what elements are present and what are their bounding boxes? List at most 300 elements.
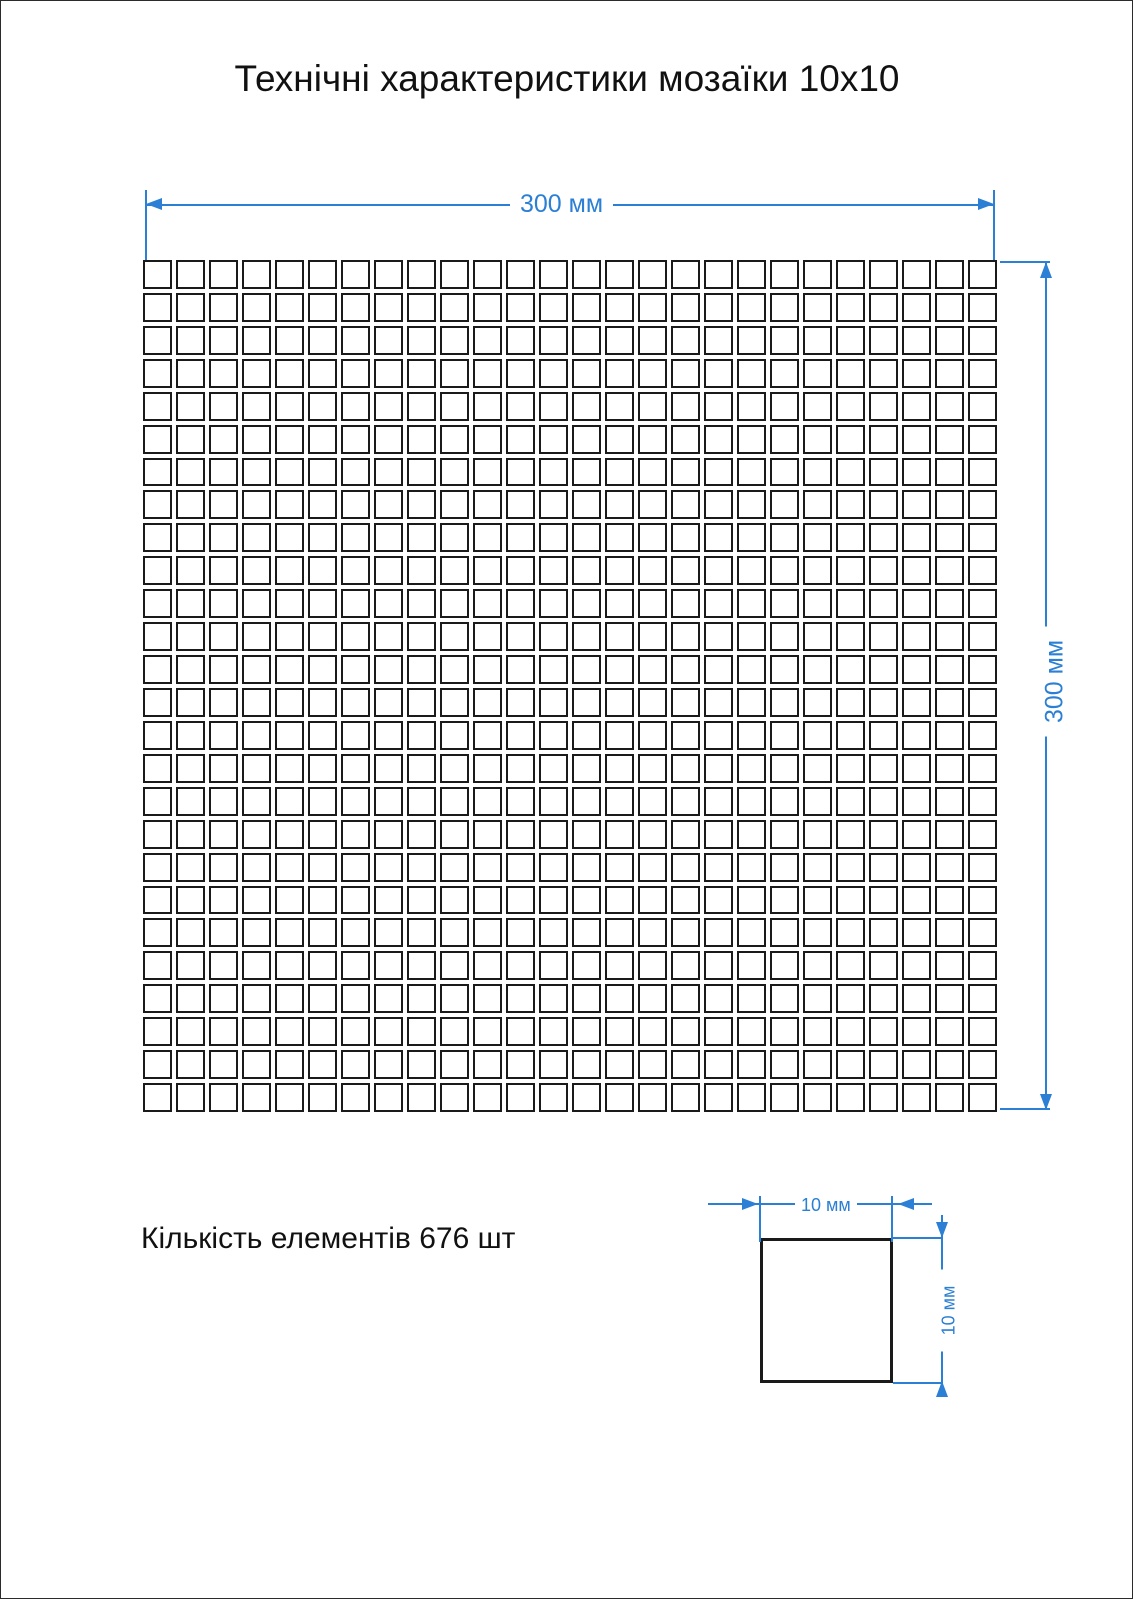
mosaic-tile xyxy=(869,918,898,947)
tile-extension-top xyxy=(893,1237,943,1239)
mosaic-tile xyxy=(803,458,832,487)
mosaic-tile xyxy=(242,754,271,783)
mosaic-tile xyxy=(770,1050,799,1079)
mosaic-tile xyxy=(902,622,931,651)
mosaic-tile xyxy=(506,853,535,882)
mosaic-tile xyxy=(704,951,733,980)
mosaic-tile xyxy=(143,984,172,1013)
mosaic-tile xyxy=(968,984,997,1013)
mosaic-tile xyxy=(638,984,667,1013)
mosaic-tile xyxy=(473,820,502,849)
mosaic-tile xyxy=(737,820,766,849)
mosaic-tile xyxy=(572,820,601,849)
mosaic-tile xyxy=(803,260,832,289)
mosaic-tile xyxy=(869,556,898,585)
mosaic-tile xyxy=(143,787,172,816)
arrow-right-icon xyxy=(978,198,994,210)
mosaic-tile xyxy=(605,392,634,421)
mosaic-tile xyxy=(770,754,799,783)
mosaic-tile xyxy=(374,754,403,783)
mosaic-tile xyxy=(737,655,766,684)
mosaic-tile xyxy=(341,984,370,1013)
mosaic-tile xyxy=(704,984,733,1013)
mosaic-tile xyxy=(209,392,238,421)
mosaic-tile xyxy=(440,721,469,750)
mosaic-tile xyxy=(902,984,931,1013)
mosaic-tile xyxy=(803,556,832,585)
mosaic-tile xyxy=(770,458,799,487)
mosaic-tile xyxy=(407,886,436,915)
mosaic-tile xyxy=(374,886,403,915)
mosaic-tile xyxy=(407,293,436,322)
mosaic-tile xyxy=(935,458,964,487)
mosaic-tile xyxy=(374,1050,403,1079)
mosaic-tile xyxy=(935,260,964,289)
mosaic-tile xyxy=(407,787,436,816)
mosaic-tile xyxy=(539,622,568,651)
mosaic-tile xyxy=(671,787,700,816)
mosaic-tile xyxy=(506,984,535,1013)
mosaic-tile xyxy=(506,688,535,717)
mosaic-tile xyxy=(143,886,172,915)
mosaic-tile xyxy=(143,918,172,947)
mosaic-tile xyxy=(935,951,964,980)
mosaic-tile xyxy=(539,458,568,487)
mosaic-tile xyxy=(968,523,997,552)
tile-arrow-left-icon xyxy=(898,1198,914,1210)
mosaic-tile xyxy=(869,458,898,487)
mosaic-tile xyxy=(374,458,403,487)
mosaic-tile xyxy=(836,490,865,519)
mosaic-tile xyxy=(737,918,766,947)
mosaic-tile xyxy=(143,359,172,388)
mosaic-tile xyxy=(968,359,997,388)
mosaic-tile xyxy=(308,260,337,289)
mosaic-tile xyxy=(770,688,799,717)
mosaic-tile xyxy=(275,523,304,552)
mosaic-tile xyxy=(242,721,271,750)
mosaic-tile xyxy=(737,853,766,882)
mosaic-tile xyxy=(836,556,865,585)
mosaic-tile xyxy=(638,359,667,388)
mosaic-tile xyxy=(638,1050,667,1079)
mosaic-tile xyxy=(803,820,832,849)
mosaic-tile xyxy=(935,1083,964,1112)
mosaic-tile xyxy=(572,392,601,421)
mosaic-tile xyxy=(869,787,898,816)
mosaic-tile xyxy=(704,523,733,552)
mosaic-tile xyxy=(242,688,271,717)
mosaic-tile xyxy=(176,359,205,388)
mosaic-tile xyxy=(869,260,898,289)
mosaic-tile xyxy=(737,326,766,355)
mosaic-tile xyxy=(506,622,535,651)
mosaic-tile xyxy=(407,326,436,355)
mosaic-tile xyxy=(275,853,304,882)
mosaic-tile xyxy=(275,820,304,849)
mosaic-tile xyxy=(242,1017,271,1046)
mosaic-tile xyxy=(341,721,370,750)
mosaic-tile xyxy=(968,820,997,849)
mosaic-tile xyxy=(638,1017,667,1046)
mosaic-tile xyxy=(935,787,964,816)
mosaic-tile xyxy=(341,951,370,980)
mosaic-tile xyxy=(143,754,172,783)
mosaic-tile xyxy=(473,721,502,750)
mosaic-tile xyxy=(506,425,535,454)
mosaic-tile xyxy=(539,260,568,289)
tile-arrow-down-icon xyxy=(936,1222,948,1238)
mosaic-tile xyxy=(572,425,601,454)
mosaic-tile xyxy=(275,556,304,585)
mosaic-tile xyxy=(671,820,700,849)
mosaic-tile xyxy=(935,820,964,849)
mosaic-tile xyxy=(143,1017,172,1046)
mosaic-tile xyxy=(869,326,898,355)
mosaic-tile xyxy=(275,589,304,618)
mosaic-tile xyxy=(770,787,799,816)
mosaic-tile xyxy=(902,1017,931,1046)
mosaic-tile xyxy=(968,1050,997,1079)
mosaic-tile xyxy=(638,688,667,717)
mosaic-tile xyxy=(242,820,271,849)
mosaic-tile xyxy=(407,359,436,388)
page-title: Технічні характеристики мозаїки 10x10 xyxy=(234,58,900,99)
mosaic-tile xyxy=(803,688,832,717)
mosaic-tile xyxy=(209,1017,238,1046)
extension-line-right xyxy=(993,190,995,262)
mosaic-tile xyxy=(902,293,931,322)
mosaic-tile xyxy=(143,425,172,454)
mosaic-tile xyxy=(242,1050,271,1079)
mosaic-tile xyxy=(374,721,403,750)
mosaic-tile xyxy=(209,490,238,519)
mosaic-tile xyxy=(671,853,700,882)
mosaic-tile xyxy=(506,1017,535,1046)
mosaic-tile xyxy=(275,1017,304,1046)
mosaic-tile xyxy=(671,918,700,947)
mosaic-tile xyxy=(605,622,634,651)
mosaic-tile xyxy=(968,853,997,882)
mosaic-tile xyxy=(473,787,502,816)
mosaic-tile xyxy=(374,392,403,421)
mosaic-tile xyxy=(605,1017,634,1046)
mosaic-tile xyxy=(704,458,733,487)
mosaic-tile xyxy=(407,688,436,717)
mosaic-tile xyxy=(605,754,634,783)
mosaic-tile xyxy=(935,886,964,915)
mosaic-tile xyxy=(176,622,205,651)
mosaic-tile xyxy=(704,853,733,882)
mosaic-tile xyxy=(836,688,865,717)
mosaic-tile xyxy=(374,359,403,388)
mosaic-tile xyxy=(143,655,172,684)
mosaic-tile xyxy=(440,787,469,816)
mosaic-tile xyxy=(473,1083,502,1112)
mosaic-tile xyxy=(770,392,799,421)
mosaic-tile xyxy=(638,293,667,322)
mosaic-tile xyxy=(770,721,799,750)
mosaic-tile xyxy=(605,1083,634,1112)
mosaic-tile xyxy=(968,721,997,750)
mosaic-tile xyxy=(308,1083,337,1112)
mosaic-tile xyxy=(242,523,271,552)
mosaic-tile xyxy=(638,655,667,684)
mosaic-tile xyxy=(473,655,502,684)
mosaic-tile xyxy=(308,721,337,750)
mosaic-tile xyxy=(374,425,403,454)
mosaic-tile xyxy=(572,754,601,783)
mosaic-tile xyxy=(704,886,733,915)
mosaic-tile xyxy=(770,490,799,519)
mosaic-tile xyxy=(209,622,238,651)
mosaic-tile xyxy=(869,754,898,783)
element-count-caption: Кількість елементів 676 шт xyxy=(141,1222,516,1255)
mosaic-tile xyxy=(407,556,436,585)
mosaic-tile xyxy=(506,359,535,388)
mosaic-tile xyxy=(968,490,997,519)
mosaic-tile xyxy=(737,523,766,552)
mosaic-tile xyxy=(935,853,964,882)
mosaic-tile xyxy=(407,392,436,421)
mosaic-tile xyxy=(308,853,337,882)
mosaic-tile xyxy=(341,886,370,915)
mosaic-tile xyxy=(374,853,403,882)
mosaic-tile xyxy=(770,984,799,1013)
mosaic-tile xyxy=(869,721,898,750)
mosaic-tile xyxy=(671,655,700,684)
mosaic-tile xyxy=(803,655,832,684)
height-dimension-label: 300 мм xyxy=(1041,627,1070,737)
mosaic-tile xyxy=(605,984,634,1013)
mosaic-tile xyxy=(935,984,964,1013)
mosaic-tile xyxy=(506,458,535,487)
mosaic-tile xyxy=(242,622,271,651)
mosaic-tile xyxy=(341,918,370,947)
mosaic-tile xyxy=(176,688,205,717)
mosaic-tile xyxy=(506,886,535,915)
mosaic-tile xyxy=(176,392,205,421)
mosaic-tile xyxy=(704,655,733,684)
mosaic-tile xyxy=(440,589,469,618)
mosaic-tile xyxy=(704,622,733,651)
mosaic-tile xyxy=(407,984,436,1013)
mosaic-tile xyxy=(605,589,634,618)
mosaic-tile xyxy=(968,260,997,289)
mosaic-tile xyxy=(704,754,733,783)
mosaic-tile xyxy=(737,392,766,421)
mosaic-tile xyxy=(308,359,337,388)
mosaic-tile xyxy=(539,853,568,882)
mosaic-tile xyxy=(935,523,964,552)
mosaic-tile xyxy=(440,556,469,585)
mosaic-tile xyxy=(341,853,370,882)
mosaic-tile xyxy=(176,425,205,454)
mosaic-tile xyxy=(407,951,436,980)
mosaic-tile xyxy=(704,1017,733,1046)
mosaic-tile xyxy=(704,293,733,322)
mosaic-tile xyxy=(539,721,568,750)
mosaic-tile xyxy=(638,918,667,947)
mosaic-tile xyxy=(440,359,469,388)
mosaic-tile xyxy=(440,458,469,487)
mosaic-tile xyxy=(671,886,700,915)
mosaic-tile xyxy=(572,326,601,355)
mosaic-tile xyxy=(704,326,733,355)
mosaic-tile xyxy=(968,787,997,816)
mosaic-tile xyxy=(704,260,733,289)
mosaic-tile xyxy=(737,1083,766,1112)
mosaic-tile xyxy=(638,458,667,487)
mosaic-tile xyxy=(440,425,469,454)
mosaic-tile xyxy=(209,1050,238,1079)
mosaic-tile xyxy=(869,523,898,552)
mosaic-tile xyxy=(308,392,337,421)
mosaic-tile xyxy=(440,392,469,421)
mosaic-tile xyxy=(737,260,766,289)
mosaic-tile xyxy=(902,359,931,388)
mosaic-tile xyxy=(407,1050,436,1079)
mosaic-tile xyxy=(539,688,568,717)
mosaic-tile xyxy=(638,787,667,816)
mosaic-tile xyxy=(572,293,601,322)
mosaic-tile xyxy=(176,754,205,783)
mosaic-tile xyxy=(770,359,799,388)
mosaic-tile xyxy=(275,1083,304,1112)
mosaic-tile xyxy=(473,622,502,651)
mosaic-tile xyxy=(836,260,865,289)
mosaic-tile xyxy=(869,622,898,651)
mosaic-tile xyxy=(902,951,931,980)
mosaic-tile xyxy=(143,622,172,651)
mosaic-tile xyxy=(539,754,568,783)
mosaic-tile xyxy=(902,721,931,750)
mosaic-tile xyxy=(506,392,535,421)
mosaic-tile xyxy=(374,556,403,585)
mosaic-tile xyxy=(968,293,997,322)
mosaic-tile xyxy=(242,951,271,980)
mosaic-tile xyxy=(440,293,469,322)
mosaic-tile xyxy=(308,589,337,618)
mosaic-tile xyxy=(209,787,238,816)
mosaic-tile xyxy=(572,490,601,519)
mosaic-tile xyxy=(374,260,403,289)
mosaic-tile xyxy=(506,1083,535,1112)
mosaic-tile xyxy=(242,1083,271,1112)
mosaic-tile xyxy=(902,820,931,849)
mosaic-tile xyxy=(803,918,832,947)
mosaic-tile xyxy=(539,984,568,1013)
mosaic-tile xyxy=(275,622,304,651)
mosaic-tile xyxy=(341,655,370,684)
mosaic-tile xyxy=(275,260,304,289)
mosaic-tile xyxy=(440,820,469,849)
mosaic-tile xyxy=(242,260,271,289)
mosaic-tile xyxy=(176,951,205,980)
mosaic-tile xyxy=(671,392,700,421)
mosaic-tile xyxy=(803,984,832,1013)
mosaic-tile xyxy=(671,1083,700,1112)
mosaic-tile xyxy=(869,1017,898,1046)
mosaic-tile xyxy=(143,523,172,552)
mosaic-tile xyxy=(902,458,931,487)
mosaic-tile xyxy=(374,984,403,1013)
mosaic-tile xyxy=(572,886,601,915)
mosaic-tile xyxy=(407,490,436,519)
mosaic-tile xyxy=(935,754,964,783)
mosaic-tile xyxy=(704,556,733,585)
mosaic-tile xyxy=(704,589,733,618)
mosaic-tile xyxy=(671,688,700,717)
mosaic-tile xyxy=(737,688,766,717)
mosaic-tile xyxy=(539,490,568,519)
mosaic-tile xyxy=(803,1017,832,1046)
mosaic-tile xyxy=(407,918,436,947)
mosaic-tile xyxy=(737,490,766,519)
mosaic-tile xyxy=(671,622,700,651)
mosaic-tile xyxy=(209,293,238,322)
mosaic-tile xyxy=(440,951,469,980)
mosaic-tile xyxy=(572,359,601,388)
mosaic-tile xyxy=(143,951,172,980)
detail-tile xyxy=(760,1238,893,1383)
mosaic-tile xyxy=(341,1050,370,1079)
mosaic-tile xyxy=(341,458,370,487)
mosaic-tile xyxy=(308,886,337,915)
mosaic-tile xyxy=(440,1017,469,1046)
mosaic-tile xyxy=(275,787,304,816)
mosaic-tile xyxy=(209,359,238,388)
mosaic-tile xyxy=(770,425,799,454)
mosaic-tile xyxy=(473,918,502,947)
mosaic-tile xyxy=(374,1083,403,1112)
mosaic-tile xyxy=(572,458,601,487)
mosaic-tile xyxy=(770,951,799,980)
mosaic-tile xyxy=(638,326,667,355)
mosaic-tile xyxy=(242,425,271,454)
mosaic-tile xyxy=(176,490,205,519)
mosaic-tile xyxy=(902,1083,931,1112)
mosaic-tile xyxy=(836,886,865,915)
mosaic-tile xyxy=(473,886,502,915)
mosaic-tile xyxy=(308,458,337,487)
mosaic-tile xyxy=(308,425,337,454)
mosaic-tile xyxy=(968,589,997,618)
mosaic-tile xyxy=(902,392,931,421)
mosaic-tile xyxy=(143,853,172,882)
mosaic-tile xyxy=(902,655,931,684)
mosaic-tile xyxy=(737,359,766,388)
mosaic-tile xyxy=(176,820,205,849)
mosaic-tile xyxy=(803,1083,832,1112)
mosaic-tile xyxy=(440,490,469,519)
mosaic-tile xyxy=(935,359,964,388)
mosaic-tile xyxy=(572,951,601,980)
mosaic-tile xyxy=(638,721,667,750)
mosaic-tile xyxy=(671,556,700,585)
mosaic-tile xyxy=(935,688,964,717)
mosaic-tile xyxy=(440,688,469,717)
mosaic-tile xyxy=(869,951,898,980)
mosaic-tile xyxy=(473,984,502,1013)
mosaic-tile xyxy=(902,556,931,585)
mosaic-tile xyxy=(308,688,337,717)
mosaic-tile xyxy=(803,392,832,421)
mosaic-tile xyxy=(572,688,601,717)
mosaic-tile xyxy=(803,359,832,388)
mosaic-tile xyxy=(605,787,634,816)
mosaic-tile xyxy=(407,1083,436,1112)
